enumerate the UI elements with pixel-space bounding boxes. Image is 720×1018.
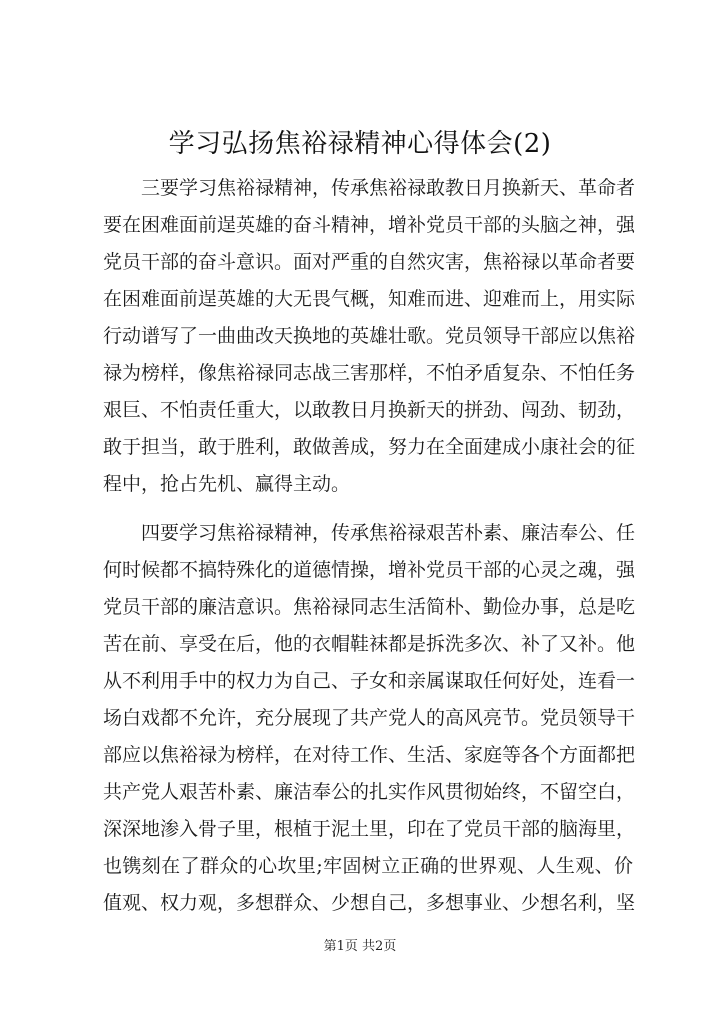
text-line: 四要学习焦裕禄精神，传承焦裕禄艰苦朴素、廉洁奉公、任 xyxy=(141,522,636,544)
document-title: 学习弘扬焦裕禄精神心得体会(2) xyxy=(168,129,552,159)
text-line: 共产党人艰苦朴素、廉洁奉公的扎实作风贯彻始终，不留空白， xyxy=(103,781,636,803)
text-line: 也镌刻在了群众的心坎里;牢固树立正确的世界观、人生观、价 xyxy=(103,855,633,877)
text-line: 部应以焦裕禄为榜样，在对待工作、生活、家庭等各个方面都把 xyxy=(103,744,636,766)
text-line: 何时候都不搞特殊化的道德情操，增补党员干部的心灵之魂，强 xyxy=(103,559,636,581)
text-line: 行动谱写了一曲曲改天换地的英雄壮歌。党员领导干部应以焦裕 xyxy=(103,325,636,347)
text-line: 值观、权力观，多想群众、少想自己，多想事业、少想名利，坚 xyxy=(103,892,636,914)
document-body xyxy=(103,170,636,922)
text-line: 党员干部的奋斗意识。面对严重的自然灾害，焦裕禄以革命者要 xyxy=(103,251,636,273)
text-line: 艰巨、不怕责任重大，以敢教日月换新天的拼劲、闯劲、韧劲， xyxy=(103,399,636,421)
text-line: 三要学习焦裕禄精神，传承焦裕禄敢教日月换新天、革命者 xyxy=(141,177,636,199)
page-footer: 第1页 共2页 xyxy=(323,939,397,954)
text-line: 要在困难面前逞英雄的奋斗精神，增补党员干部的头脑之神，强 xyxy=(103,214,636,236)
text-line: 深深地渗入骨子里，根植于泥土里，印在了党员干部的脑海里， xyxy=(103,818,636,840)
text-line: 党员干部的廉洁意识。焦裕禄同志生活简朴、勤俭办事，总是吃 xyxy=(103,596,636,618)
paragraph xyxy=(103,515,636,922)
text-line: 苦在前、享受在后，他的衣帽鞋袜都是拆洗多次、补了又补。他 xyxy=(103,633,636,655)
text-line: 程中，抢占先机、赢得主动。 xyxy=(103,473,351,495)
paragraph xyxy=(103,170,636,503)
text-line: 禄为榜样，像焦裕禄同志战三害那样，不怕矛盾复杂、不怕任务 xyxy=(103,362,636,384)
text-line: 敢于担当，敢于胜利，敢做善成，努力在全面建成小康社会的征 xyxy=(103,436,636,458)
text-line: 在困难面前逞英雄的大无畏气概，知难而进、迎难而上，用实际 xyxy=(103,288,636,310)
text-line: 场白戏都不允许，充分展现了共产党人的高风亮节。党员领导干 xyxy=(103,707,636,729)
text-line: 从不利用手中的权力为自己、子女和亲属谋取任何好处，连看一 xyxy=(103,670,636,692)
